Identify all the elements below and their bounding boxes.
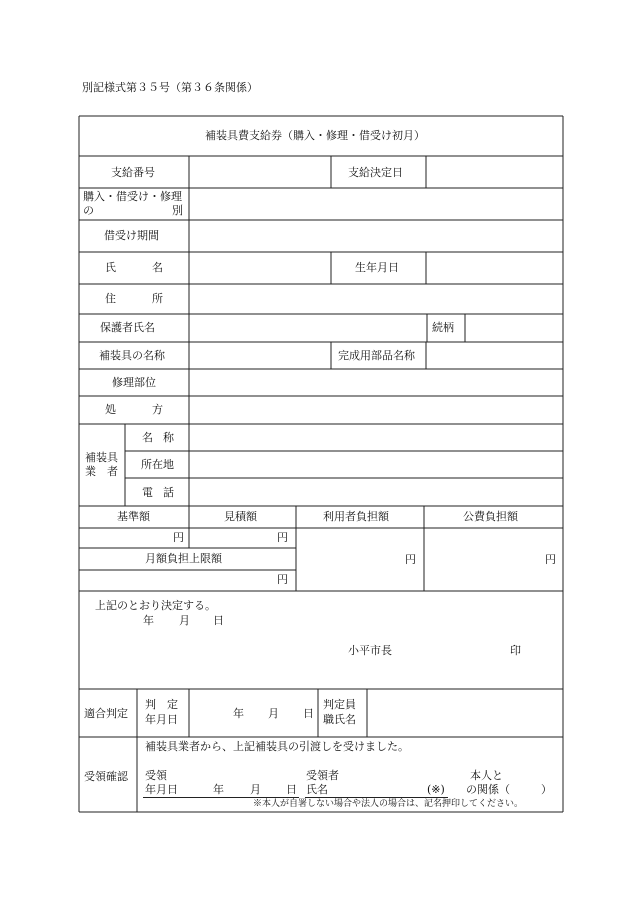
vendor-tel-field[interactable] bbox=[190, 479, 562, 505]
device-name-field[interactable] bbox=[190, 343, 330, 368]
receipt-date-underline bbox=[143, 797, 299, 798]
name-field[interactable] bbox=[190, 253, 330, 283]
receipt-year: 年 bbox=[213, 783, 224, 796]
form-title: 補装具費支給券（購入・修理・借受け初月） bbox=[205, 129, 425, 142]
birth-date-label: 生年月日 bbox=[355, 261, 399, 274]
device-name-label: 補装具の名称 bbox=[99, 349, 165, 362]
receiver-mark: (※) bbox=[427, 783, 445, 796]
receipt-month: 月 bbox=[250, 783, 261, 796]
relation-text-b: の関係（ bbox=[466, 783, 510, 796]
estimate-yen: 円 bbox=[277, 531, 288, 544]
estimate-label: 見積額 bbox=[224, 510, 257, 523]
receipt-date-label-a: 受領 bbox=[145, 769, 167, 782]
judge-date-label-b: 年月日 bbox=[145, 713, 178, 726]
receiver-underline bbox=[305, 797, 448, 798]
decision-month: 月 bbox=[179, 614, 190, 627]
judge-year: 年 bbox=[233, 707, 244, 720]
repair-part-label: 修理部位 bbox=[112, 376, 156, 389]
public-burden-field[interactable] bbox=[425, 529, 562, 590]
prescription-field[interactable] bbox=[190, 397, 562, 423]
relation-text-a: 本人と bbox=[470, 769, 503, 782]
guardian-name-label: 保護者氏名 bbox=[100, 321, 155, 334]
name-label-shi: 氏 bbox=[105, 261, 116, 274]
vendor-name-field[interactable] bbox=[190, 425, 562, 450]
type-label-no: の bbox=[83, 204, 94, 217]
vendor-name-label-b: 称 bbox=[163, 431, 174, 444]
decision-year: 年 bbox=[143, 614, 154, 627]
vendor-tel-label-b: 話 bbox=[163, 486, 174, 499]
type-label-line1: 購入・借受け・修理 bbox=[83, 190, 182, 203]
receipt-confirm-label: 受領確認 bbox=[84, 770, 128, 783]
vendor-label-line1: 補装具 bbox=[85, 451, 118, 464]
vendor-label-line2: 業 者 bbox=[85, 465, 118, 478]
form-code: 別記様式第３５号（第３６条関係） bbox=[82, 81, 258, 94]
relation-label: 続柄 bbox=[432, 321, 454, 334]
footnote: ※本人が自署しない場合や法人の場合は、記名押印してください。 bbox=[253, 799, 524, 809]
prescription-label-sho: 処 bbox=[105, 403, 116, 416]
base-amount-field[interactable] bbox=[80, 529, 188, 547]
address-label-sho: 所 bbox=[152, 292, 163, 305]
relation-close: ） bbox=[541, 783, 552, 796]
judge-month: 月 bbox=[268, 707, 279, 720]
receipt-text: 補装具業者から、上記補装具の引渡しを受けました。 bbox=[145, 740, 409, 753]
receipt-day: 日 bbox=[286, 783, 297, 796]
rental-period-label: 借受け期間 bbox=[104, 229, 159, 242]
monthly-cap-yen: 円 bbox=[277, 573, 288, 586]
payment-number-label: 支給番号 bbox=[111, 166, 155, 179]
base-amount-yen: 円 bbox=[173, 531, 184, 544]
decision-text: 上記のとおり決定する。 bbox=[95, 599, 216, 612]
judge-staff-label-a: 判定員 bbox=[323, 698, 356, 711]
monthly-cap-label: 月額負担上限額 bbox=[145, 552, 222, 565]
name-label-mei: 名 bbox=[152, 261, 163, 274]
vendor-location-label: 所在地 bbox=[141, 458, 174, 471]
address-field[interactable] bbox=[190, 285, 562, 313]
user-burden-label: 利用者負担額 bbox=[323, 510, 389, 523]
judge-date-label-a: 判 定 bbox=[145, 698, 178, 711]
vendor-location-field[interactable] bbox=[190, 452, 562, 477]
receiver-label-a: 受領者 bbox=[306, 769, 339, 782]
decision-date-field[interactable] bbox=[427, 157, 562, 187]
type-field[interactable] bbox=[190, 189, 562, 219]
receiver-name-field[interactable] bbox=[330, 780, 425, 796]
user-burden-yen: 円 bbox=[405, 553, 416, 566]
finished-parts-field[interactable] bbox=[427, 343, 562, 368]
public-burden-label: 公費負担額 bbox=[463, 510, 518, 523]
prescription-label-ho: 方 bbox=[152, 403, 163, 416]
judge-day: 日 bbox=[303, 707, 314, 720]
public-burden-yen: 円 bbox=[545, 553, 556, 566]
type-label-betsu: 別 bbox=[172, 204, 183, 217]
receipt-date-label-b: 年月日 bbox=[145, 783, 178, 796]
vendor-tel-label-a: 電 bbox=[142, 486, 153, 499]
relation-field[interactable] bbox=[466, 315, 562, 341]
address-label-ju: 住 bbox=[105, 292, 116, 305]
vendor-name-label-a: 名 bbox=[142, 431, 153, 444]
judge-date-field[interactable] bbox=[190, 690, 317, 736]
payment-number-field[interactable] bbox=[190, 157, 330, 187]
base-amount-label: 基準額 bbox=[117, 510, 150, 523]
judge-staff-label-b: 職氏名 bbox=[323, 713, 356, 726]
mayor-label: 小平市長 bbox=[348, 644, 392, 657]
guardian-name-field[interactable] bbox=[190, 315, 426, 341]
seal-mark: 印 bbox=[510, 644, 521, 657]
conformity-label: 適合判定 bbox=[84, 707, 128, 720]
receipt-date-field[interactable] bbox=[180, 780, 298, 796]
judge-staff-field[interactable] bbox=[368, 690, 562, 736]
rental-period-field[interactable] bbox=[190, 221, 562, 251]
decision-day: 日 bbox=[213, 614, 224, 627]
repair-part-field[interactable] bbox=[190, 370, 562, 395]
monthly-cap-field[interactable] bbox=[80, 571, 295, 590]
receipt-relation-field[interactable] bbox=[518, 781, 540, 796]
birth-date-field[interactable] bbox=[427, 253, 562, 283]
receiver-label-b: 氏名 bbox=[306, 783, 328, 796]
finished-parts-label: 完成用部品名称 bbox=[338, 349, 415, 362]
decision-date-label: 支給決定日 bbox=[348, 166, 403, 179]
